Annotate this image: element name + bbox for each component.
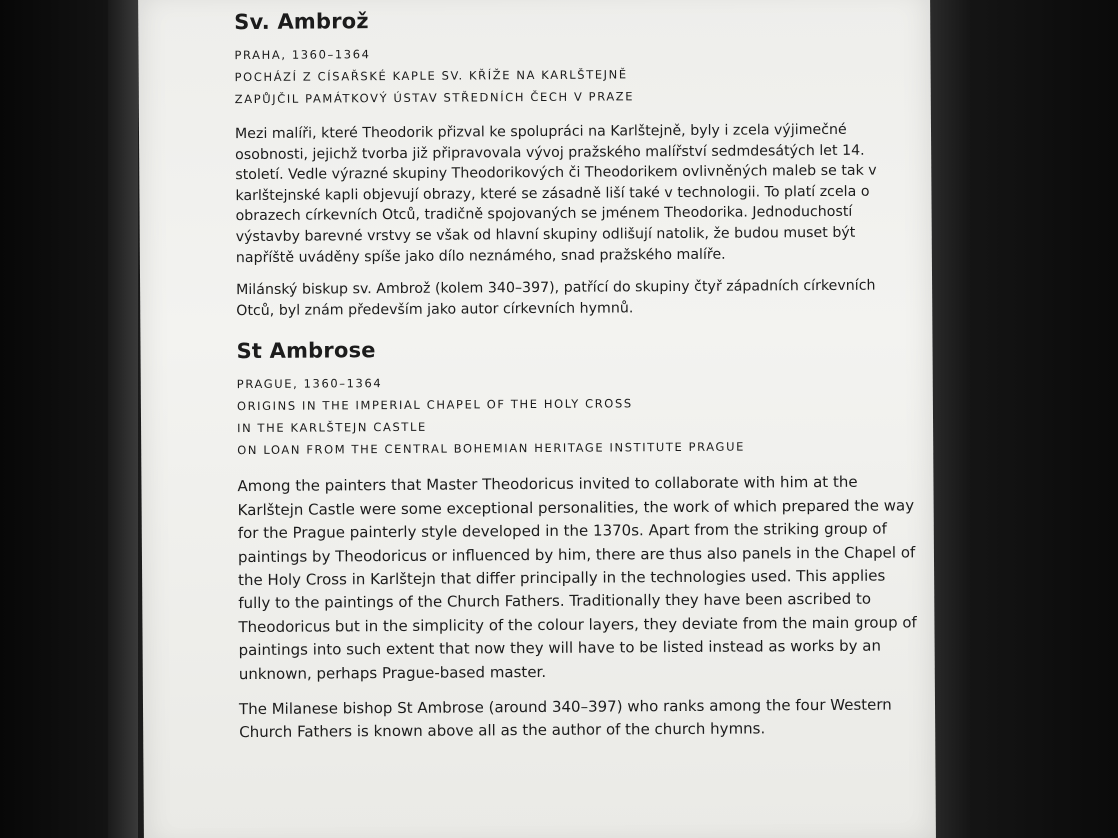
display-frame-right [930,0,970,838]
english-meta-line: ON LOAN FROM THE CENTRAL BOHEMIAN HERITAGE INSTITUTE PRAGUE [237,439,745,458]
english-meta-line: IN THE KARLŠTEJN CASTLE [237,420,427,436]
label-panel [138,0,936,838]
display-frame-left [108,0,138,838]
czech-meta-line: ZAPŮJČIL PAMÁTKOVÝ ÚSTAV STŘEDNÍCH ČECH V PRAZE [234,89,635,107]
czech-meta-line: PRAHA, 1360–1364 [234,47,371,63]
czech-paragraph-2: Milánský biskup sv. Ambrož (kolem 340–397), patřící do skupiny čtyř západních církevních Otců, byl znám především jako autor církevních hymnů. [236,277,876,319]
english-paragraph-2: The Milanese bishop St Ambrose (around 340–397) who ranks among the four Western Church Fathers is known above all as the author of the church hymns. [238,695,892,742]
czech-meta [234,39,914,110]
czech-title: Sv. Ambrož [234,9,369,35]
label-content [234,5,919,757]
english-meta [237,369,918,462]
english-meta-line: PRAGUE, 1360–1364 [236,376,383,392]
english-meta-line: ORIGINS IN THE IMPERIAL CHAPEL OF THE HOLY CROSS [236,396,633,414]
english-title: St Ambrose [236,338,376,364]
english-paragraph-1: Among the painters that Master Theodoricus invited to collaborate with him at the Karlštejn Castle were some exceptional personalities, the work of which prepared the way for the Prague painterly style developed in the 1370s. Apart from the striking group of paintings by Theodoricus or influenced by him, there are thus also panels in the Chapel of the Holy Cross in Karlštejn that differ principally in the technologies used. This applies fully to the paintings of the Church Fathers. Traditionally they have been ascribed to Theodoricus but in the simplicity of the colour layers, they deviate from the main group of paintings into such extent that now they will have to be listed instead as works by an unknown, perhaps Prague-based master. [237,473,917,683]
czech-paragraph-1: Mezi malíři, které Theodorik přizval ke spolupráci na Karlštejně, byly i zcela výjimečné osobnosti, jejichž tvorba již připravovala vývoj pražského malířství sedmdesátých let 14. století. Vedle výrazné skupiny Theodorikových či Theodorikem ovlivněných maleb se tak v karlštejnské kapli objevují obrazy, které se zásadně liší také v technologii. To platí zcela o obrazech církevních Otců, tradičně spojovaných se jménem Theodorika. Jednoduchostí výstavby barevné vrstvy se však od hlavní skupiny odlišují natolik, že budou muset být napříště uváděny spíše jako dílo neznámého, snad pražského malíře. [234,121,877,266]
czech-meta-line: POCHÁZÍ Z CÍSAŘSKÉ KAPLE SV. KŘÍŽE NA KARLŠTEJNĚ [234,67,628,85]
